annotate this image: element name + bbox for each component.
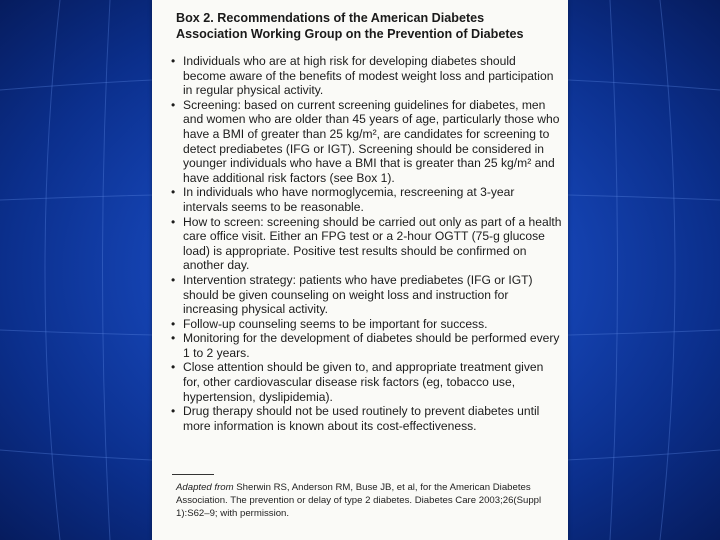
bullet-icon: •	[171, 404, 176, 419]
recommendation-item	[170, 98, 562, 186]
box-title-line-1: Box 2. Recommendations of the American Diabetes	[176, 11, 485, 25]
bullet-icon: •	[171, 185, 176, 200]
recommendation-text: Close attention should be given to, and appropriate treatment given for, other cardiovascular disease risk factors (eg, tobacco use, hypertension, dyslipidemia).	[183, 360, 544, 404]
citation-text: Sherwin RS, Anderson RM, Buse JB, et al, for the American Diabetes Association. The prevention or delay of type 2 diabetes. Diabetes Care 2003;26(Suppl 1):S62–9; with permission.	[176, 482, 542, 519]
recommendation-item	[170, 404, 562, 433]
recommendation-item	[170, 215, 562, 273]
footnote-divider	[172, 474, 214, 475]
recommendation-item	[170, 273, 562, 317]
source-citation	[176, 481, 562, 520]
recommendation-text: In individuals who have normoglycemia, rescreening at 3-year intervals seems to be reasonable.	[183, 185, 515, 214]
recommendation-text: Individuals who are at high risk for developing diabetes should become aware of the benefits of modest weight loss and participation in regular physical activity.	[183, 54, 554, 98]
citation-lead: Adapted from	[176, 482, 234, 493]
recommendations-list	[170, 54, 562, 433]
bullet-icon: •	[171, 360, 176, 375]
recommendation-item	[170, 360, 562, 404]
recommendation-text: Screening: based on current screening guidelines for diabetes, men and women who are older than 45 years of age, particularly those who have a BMI of greater than 25 kg/m², are candidates for screening to detect prediabetes (IFG or IGT). Screening should be considered in younger individuals who have a BMI that is greater than 25 kg/m² and have additional risk factors (see Box 1).	[183, 97, 560, 185]
bullet-icon: •	[171, 97, 176, 112]
bullet-icon: •	[171, 54, 176, 68]
bullet-icon: •	[171, 214, 176, 229]
bullet-icon: •	[171, 272, 176, 287]
recommendation-item	[170, 185, 562, 214]
bullet-icon: •	[171, 331, 176, 346]
scanned-document-page	[152, 0, 568, 540]
recommendation-item	[170, 317, 562, 332]
bullet-icon: •	[171, 316, 176, 331]
recommendation-item	[170, 331, 562, 360]
recommendation-text: Drug therapy should not be used routinely to prevent diabetes until more information is known about its cost-effectiveness.	[183, 404, 540, 433]
recommendation-item	[170, 54, 562, 98]
recommendation-text: Monitoring for the development of diabetes should be performed every 1 to 2 years.	[183, 331, 560, 360]
recommendation-text: How to screen: screening should be carried out only as part of a health care office visit. Either an FPG test or a 2-hour OGTT (75-g glucose load) is appropriate. Positive test results should be confirmed on another day.	[183, 214, 562, 273]
recommendation-text: Follow-up counseling seems to be important for success.	[183, 316, 488, 331]
recommendation-text: Intervention strategy: patients who have prediabetes (IFG or IGT) should be given counseling on weight loss and instruction for increasing physical activity.	[183, 272, 533, 317]
box-title-line-2: Association Working Group on the Prevention of Diabetes	[176, 26, 524, 41]
box-title	[176, 11, 556, 42]
